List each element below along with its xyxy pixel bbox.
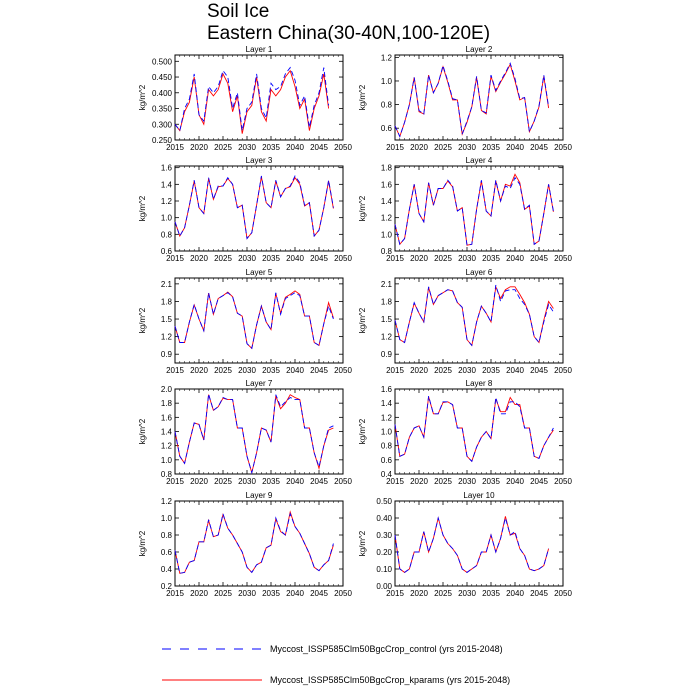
y-tick-label: 1.2 xyxy=(380,213,392,223)
x-tick-label: 2015 xyxy=(386,477,404,486)
x-tick-label: 2035 xyxy=(482,589,500,598)
y-tick-label: 1.0 xyxy=(160,213,172,223)
panel-title-layer-10: Layer 10 xyxy=(463,491,495,500)
legend xyxy=(162,644,510,685)
y-tick-label: 1.0 xyxy=(160,514,172,523)
y-tick-label: 1.8 xyxy=(160,297,172,307)
y-axis-label: kg/m^2 xyxy=(138,84,147,111)
panel-layer-10 xyxy=(358,491,572,598)
x-tick-label: 2045 xyxy=(310,143,328,152)
y-tick-label: 0.8 xyxy=(380,247,392,256)
y-axis-label: kg/m^2 xyxy=(138,418,147,445)
x-tick-label: 2040 xyxy=(286,143,304,152)
panels-group xyxy=(138,45,572,598)
x-tick-label: 2045 xyxy=(530,589,548,598)
x-tick-label: 2030 xyxy=(458,366,476,375)
y-tick-label: 0.8 xyxy=(160,230,172,240)
x-tick-label: 2030 xyxy=(238,143,256,152)
x-tick-label: 2050 xyxy=(334,366,352,375)
panel-layer-4 xyxy=(358,156,572,263)
legend-label-kparams: Myccost_ISSP585Clm50BgcCrop_kparams (yrs 2015-2048) xyxy=(270,675,511,685)
plot-frame xyxy=(395,501,563,586)
x-tick-label: 2035 xyxy=(482,254,500,263)
y-tick-label: 0.500 xyxy=(151,57,172,67)
y-tick-label: 0.450 xyxy=(151,73,172,83)
x-tick-label: 2045 xyxy=(530,143,548,152)
x-tick-label: 2045 xyxy=(530,254,548,263)
y-tick-label: 0.6 xyxy=(380,455,392,465)
x-tick-label: 2025 xyxy=(214,143,232,152)
y-tick-label: 1.2 xyxy=(380,413,392,423)
y-axis-label: kg/m^2 xyxy=(138,195,147,222)
x-tick-label: 2045 xyxy=(530,477,548,486)
series-line-control xyxy=(175,293,333,349)
x-tick-label: 2025 xyxy=(214,477,232,486)
y-tick-label: 1.0 xyxy=(380,427,392,437)
x-tick-label: 2050 xyxy=(334,143,352,152)
y-tick-label: 1.0 xyxy=(160,455,172,465)
series-line-control xyxy=(395,396,553,461)
y-tick-label: 0.2 xyxy=(160,582,172,591)
y-tick-label: 1.2 xyxy=(160,197,172,206)
y-tick-label: 0.6 xyxy=(380,124,392,134)
legend-label-control: Myccost_ISSP585Clm50BgcCrop_control (yrs 2015-2048) xyxy=(270,644,503,654)
y-tick-label: 0.4 xyxy=(380,470,392,479)
x-tick-label: 2035 xyxy=(482,477,500,486)
y-tick-label: 1.4 xyxy=(380,399,392,409)
y-tick-label: 1.4 xyxy=(160,427,172,437)
panel-layer-1 xyxy=(138,45,352,152)
y-tick-label: 0.00 xyxy=(376,582,392,591)
x-tick-label: 2045 xyxy=(310,254,328,263)
panel-layer-9 xyxy=(138,491,352,598)
x-tick-label: 2015 xyxy=(166,143,184,152)
y-tick-label: 0.20 xyxy=(376,548,392,557)
y-axis-label: kg/m^2 xyxy=(358,530,367,557)
x-tick-label: 2030 xyxy=(458,477,476,486)
x-tick-label: 2030 xyxy=(238,254,256,263)
y-tick-label: 2.0 xyxy=(160,385,172,394)
x-tick-label: 2020 xyxy=(190,366,208,375)
panel-title-layer-5: Layer 5 xyxy=(245,268,273,277)
y-tick-label: 1.2 xyxy=(160,332,172,342)
x-tick-label: 2050 xyxy=(554,254,572,263)
panel-title-layer-4: Layer 4 xyxy=(465,156,493,165)
y-tick-label: 0.8 xyxy=(160,470,172,479)
x-tick-label: 2040 xyxy=(506,589,524,598)
y-tick-label: 0.350 xyxy=(151,104,172,114)
series-line-kparams xyxy=(175,512,333,573)
series-line-kparams xyxy=(395,64,549,136)
x-tick-label: 2045 xyxy=(530,366,548,375)
x-tick-label: 2040 xyxy=(506,143,524,152)
x-tick-label: 2035 xyxy=(262,254,280,263)
panel-layer-6 xyxy=(358,268,572,375)
x-tick-label: 2040 xyxy=(506,254,524,263)
x-tick-label: 2040 xyxy=(506,366,524,375)
figure-title-line1: Soil Ice xyxy=(207,1,270,22)
panel-layer-5 xyxy=(138,268,352,375)
x-tick-label: 2020 xyxy=(190,143,208,152)
x-tick-label: 2035 xyxy=(482,366,500,375)
x-tick-label: 2030 xyxy=(238,589,256,598)
panel-title-layer-2: Layer 2 xyxy=(465,45,493,54)
figure-title-line2: Eastern China(30-40N,100-120E) xyxy=(207,23,491,44)
y-tick-label: 0.40 xyxy=(376,514,392,523)
x-tick-label: 2030 xyxy=(458,143,476,152)
y-tick-label: 0.30 xyxy=(376,531,392,540)
x-tick-label: 2040 xyxy=(286,589,304,598)
y-axis-label: kg/m^2 xyxy=(358,195,367,222)
x-tick-label: 2040 xyxy=(286,254,304,263)
x-tick-label: 2050 xyxy=(334,254,352,263)
x-tick-label: 2020 xyxy=(190,589,208,598)
panel-layer-8 xyxy=(358,379,572,486)
x-tick-label: 2035 xyxy=(262,589,280,598)
y-tick-label: 1.0 xyxy=(380,230,392,240)
x-tick-label: 2020 xyxy=(190,254,208,263)
x-tick-label: 2045 xyxy=(310,366,328,375)
y-tick-label: 0.300 xyxy=(151,120,172,130)
x-tick-label: 2020 xyxy=(410,254,428,263)
y-tick-label: 1.2 xyxy=(380,53,392,63)
x-tick-label: 2020 xyxy=(410,477,428,486)
x-tick-label: 2015 xyxy=(386,254,404,263)
x-tick-label: 2040 xyxy=(286,477,304,486)
y-tick-label: 2.1 xyxy=(160,279,172,289)
x-tick-label: 2050 xyxy=(334,477,352,486)
x-tick-label: 2015 xyxy=(386,589,404,598)
panel-layer-3 xyxy=(138,156,352,263)
series-line-control xyxy=(175,68,329,131)
x-tick-label: 2030 xyxy=(458,589,476,598)
y-axis-label: kg/m^2 xyxy=(138,530,147,557)
y-tick-label: 1.8 xyxy=(160,399,172,409)
y-tick-label: 1.0 xyxy=(380,76,392,86)
x-tick-label: 2050 xyxy=(554,143,572,152)
y-tick-label: 0.6 xyxy=(160,247,172,256)
panel-title-layer-8: Layer 8 xyxy=(465,379,493,388)
series-line-control xyxy=(395,518,549,572)
x-tick-label: 2025 xyxy=(434,143,452,152)
x-tick-label: 2025 xyxy=(214,254,232,263)
y-axis-label: kg/m^2 xyxy=(138,307,147,334)
x-tick-label: 2025 xyxy=(434,477,452,486)
y-tick-label: 0.8 xyxy=(380,441,392,451)
x-tick-label: 2015 xyxy=(166,477,184,486)
y-tick-label: 0.8 xyxy=(380,100,392,110)
series-line-kparams xyxy=(175,395,333,473)
panel-title-layer-1: Layer 1 xyxy=(245,45,273,54)
x-tick-label: 2030 xyxy=(238,477,256,486)
panel-layer-7 xyxy=(138,379,352,486)
y-tick-label: 1.6 xyxy=(380,180,392,190)
y-tick-label: 1.2 xyxy=(160,497,172,506)
x-tick-label: 2050 xyxy=(554,366,572,375)
panel-title-layer-6: Layer 6 xyxy=(465,268,493,277)
x-tick-label: 2035 xyxy=(262,477,280,486)
plot-frame xyxy=(175,501,343,586)
y-tick-label: 1.4 xyxy=(160,180,172,190)
x-tick-label: 2030 xyxy=(458,254,476,263)
x-tick-label: 2015 xyxy=(166,254,184,263)
series-line-control xyxy=(395,285,553,345)
x-tick-label: 2050 xyxy=(554,477,572,486)
y-tick-label: 0.400 xyxy=(151,88,172,98)
y-tick-label: 1.8 xyxy=(380,163,392,173)
x-tick-label: 2025 xyxy=(434,589,452,598)
y-tick-label: 1.5 xyxy=(160,315,172,325)
y-axis-label: kg/m^2 xyxy=(358,307,367,334)
y-tick-label: 1.2 xyxy=(160,441,172,451)
y-tick-label: 0.10 xyxy=(376,565,392,574)
x-tick-label: 2015 xyxy=(386,143,404,152)
y-tick-label: 0.250 xyxy=(151,136,172,145)
plot-frame xyxy=(395,389,563,474)
x-tick-label: 2050 xyxy=(334,589,352,598)
x-tick-label: 2025 xyxy=(434,254,452,263)
series-line-kparams xyxy=(395,516,549,572)
y-tick-label: 1.2 xyxy=(380,332,392,342)
x-tick-label: 2025 xyxy=(214,366,232,375)
x-tick-label: 2015 xyxy=(166,366,184,375)
x-tick-label: 2040 xyxy=(506,477,524,486)
x-tick-label: 2015 xyxy=(166,589,184,598)
series-line-control xyxy=(395,63,549,136)
y-tick-label: 1.8 xyxy=(380,297,392,307)
x-tick-label: 2050 xyxy=(554,589,572,598)
x-tick-label: 2020 xyxy=(410,143,428,152)
y-tick-label: 1.5 xyxy=(380,315,392,325)
x-tick-label: 2020 xyxy=(410,589,428,598)
y-tick-label: 2.1 xyxy=(380,279,392,289)
panel-title-layer-7: Layer 7 xyxy=(245,379,273,388)
x-tick-label: 2035 xyxy=(482,143,500,152)
y-tick-label: 0.9 xyxy=(160,350,172,360)
y-tick-label: 0.6 xyxy=(160,548,172,557)
y-tick-label: 1.6 xyxy=(380,385,392,394)
y-axis-label: kg/m^2 xyxy=(358,84,367,111)
panel-title-layer-9: Layer 9 xyxy=(245,491,273,500)
plot-frame xyxy=(395,55,563,140)
panel-layer-2 xyxy=(358,45,572,152)
y-tick-label: 1.6 xyxy=(160,163,172,173)
x-tick-label: 2015 xyxy=(386,366,404,375)
panel-title-layer-3: Layer 3 xyxy=(245,156,273,165)
x-tick-label: 2020 xyxy=(190,477,208,486)
x-tick-label: 2025 xyxy=(214,589,232,598)
plot-frame xyxy=(175,389,343,474)
x-tick-label: 2035 xyxy=(262,366,280,375)
x-tick-label: 2025 xyxy=(434,366,452,375)
x-tick-label: 2045 xyxy=(310,477,328,486)
x-tick-label: 2030 xyxy=(238,366,256,375)
plot-frame xyxy=(395,278,563,363)
plot-frame xyxy=(395,166,563,251)
y-tick-label: 0.50 xyxy=(376,497,392,506)
y-tick-label: 0.8 xyxy=(160,531,172,540)
y-tick-label: 0.9 xyxy=(380,350,392,360)
x-tick-label: 2045 xyxy=(310,589,328,598)
y-axis-label: kg/m^2 xyxy=(358,418,367,445)
y-tick-label: 1.4 xyxy=(380,197,392,206)
y-tick-label: 1.6 xyxy=(160,413,172,423)
x-tick-label: 2035 xyxy=(262,143,280,152)
y-tick-label: 0.4 xyxy=(160,565,172,574)
plot-frame xyxy=(175,278,343,363)
x-tick-label: 2020 xyxy=(410,366,428,375)
x-tick-label: 2040 xyxy=(286,366,304,375)
